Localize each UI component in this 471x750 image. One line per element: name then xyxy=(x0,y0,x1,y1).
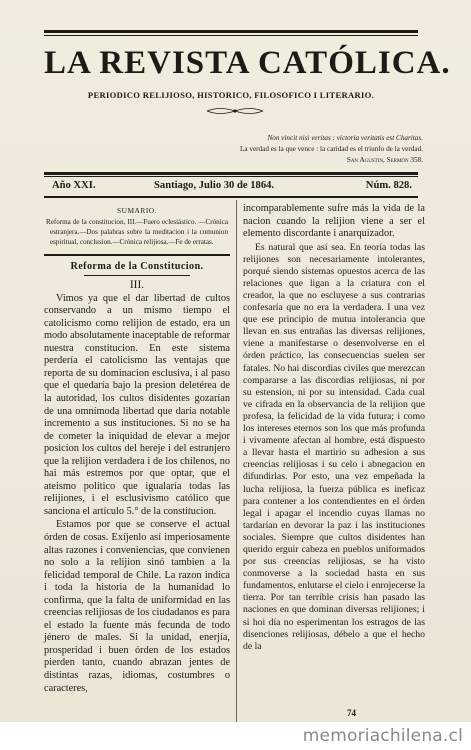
sumario-rule xyxy=(44,254,230,256)
sumario-heading: SUMARIO. xyxy=(117,206,157,215)
watermark: memoriachilena.cl xyxy=(302,726,463,746)
top-rule-thin xyxy=(44,35,418,36)
top-rule-thick xyxy=(44,30,418,33)
right-column xyxy=(243,203,425,653)
epigraph-attribution: San Agustin, Sermon 358. xyxy=(346,155,423,164)
epigraph-latin: Non vincit nisi veritas : victoria veritatis est Charitas. xyxy=(267,134,423,142)
issue-rule-top-thick xyxy=(44,172,418,175)
page-number: 74 xyxy=(347,708,356,718)
ornament-icon xyxy=(205,106,265,116)
issue-year: Año XXI. xyxy=(52,180,96,191)
epigraph xyxy=(163,133,423,165)
issue-rule-bottom xyxy=(44,196,418,198)
issue-number: Núm. 828. xyxy=(365,180,412,191)
masthead-title: LA REVISTA CATÓLICA. xyxy=(44,45,451,81)
issue-rule-top-thin xyxy=(44,176,418,177)
article-title-rule xyxy=(84,275,190,276)
left-column xyxy=(44,200,230,695)
sumario-text: Reforma de la constitucion, III.—Fuero eclesiástico. —Crónica estranjera.—Dos palabras sobre la meditacion i la comunion espiritual, conclusion.—Crónica relijiosa.—Fe de erratas. xyxy=(46,218,228,247)
article-paragraph-1: Vimos ya que el dar libertad de cultos conservando a un mismo tiempo el catolicismo como relijion de estado, era un modo absolutamente inaceptable de reformar nuestra constitucion. En este sistema perdería el catolicismo las ventajas que reporta de su dominacion esclusiva, i al paso que el quedaría bajo la presion deletérea de la autoridad, los cultos disidentes gozarían de una omnímoda libertad que daría notable incremento a sus instituciones. Si no se ha de cometer la iniquidad de elevar a mejor posicion los cultos del hereje i del estranjero que la relijion verdadera i de los chilenos, no hai más estremos por que optar, que el ateismo político que igualaría todas las relijiones, i el esclusivismo católico que sanciona el artículo 5.° de la constitucion. xyxy=(44,292,230,517)
column-divider xyxy=(236,200,237,730)
article-title: Reforma de la Constitucion. xyxy=(70,260,204,272)
article-continuation: Es natural que así sea. En teoría todas las relijiones son necesariamente intolerantes, porqué siendo sistemas opuestos acerca de las relaciones que ligan a la criatura con el creador, la que no escluyese a sus contrarias confesaría que no era la verdadera. I una vez que ese principio de mutua intolerancia que llevan en sus entrañas las diversas relijiones, viene a manifestarse o desenvolverse en el órden práctico, las consecuencias suelen ser fatales. No hai discordias civiles que merezcan compararse a las discordias relijiosas, ni por su estension, ni por su intensidad. Cada cual ve cifrada en la observancia de la relijion que profesa, la felicidad de la vida futura; i como los intereses eternos son los que más profunda i vivamente afectan al hombre, está dispuesto a llevar hasta el martirio su adhesion a sus creencias relijiosas i su celo i abnegacion en difundirlas. Por esto, una vez empeñada la lucha relijiosa, la fuerza pública es ineficaz para contener a los contendientes en el órden legal i apagar el incendio cuyas llamas no tardarían en devorar la paz i las instituciones sociales. Siempre que cultos disidentes han querido erguir cabeza en pueblos uniformados por sus creencias relijiosas, se ha visto conmoverse a la sociedad hasta en sus fundamentos, enlutarse el cielo i enrojecerse la tierra. Por tan terrible crisis han pasado las naciones en que dominan diversas relijiones; i si hoi día no esperimentan los estragos de las disenciones relijiosas, débelo a que el hecho de la xyxy=(243,241,425,652)
article-paragraph-2: Estamos por que se conserve el actual órden de cosas. Exíjenlo así imperiosamente altas razones i conveniencias, que convienen no solo a la relijion sinó tambien a la felicidad temporal de Chile. La razon indica i toda la historia de la humanidad lo confirma, que la falta de uniformidad en las creencias relijiosas de los ciudadanos es para el estado la fuente más fecunda de todo jénero de males. Si la unidad, enerjía, prosperidad i buen órden de los estados pierden tanto, cuando abrazan jentes de distintas razas, idiomas, costumbres o caracteres, xyxy=(44,519,230,694)
article-continuation-lead: incomparablemente sufre más la vida de la nacion cuando la relijion viene a ser el elemento discordante i anarquizador. xyxy=(243,203,425,240)
epigraph-spanish: La verdad es la que vence : la caridad es el triunfo de la verdad. xyxy=(240,144,423,153)
issue-bar xyxy=(44,180,418,194)
masthead-subtitle: PERIODICO RELIJIOSO, HISTORICO, FILOSOFICO I LITERARIO. xyxy=(87,90,375,100)
issue-date: Santiago, Julio 30 de 1864. xyxy=(154,180,275,191)
section-number: III. xyxy=(129,278,145,291)
